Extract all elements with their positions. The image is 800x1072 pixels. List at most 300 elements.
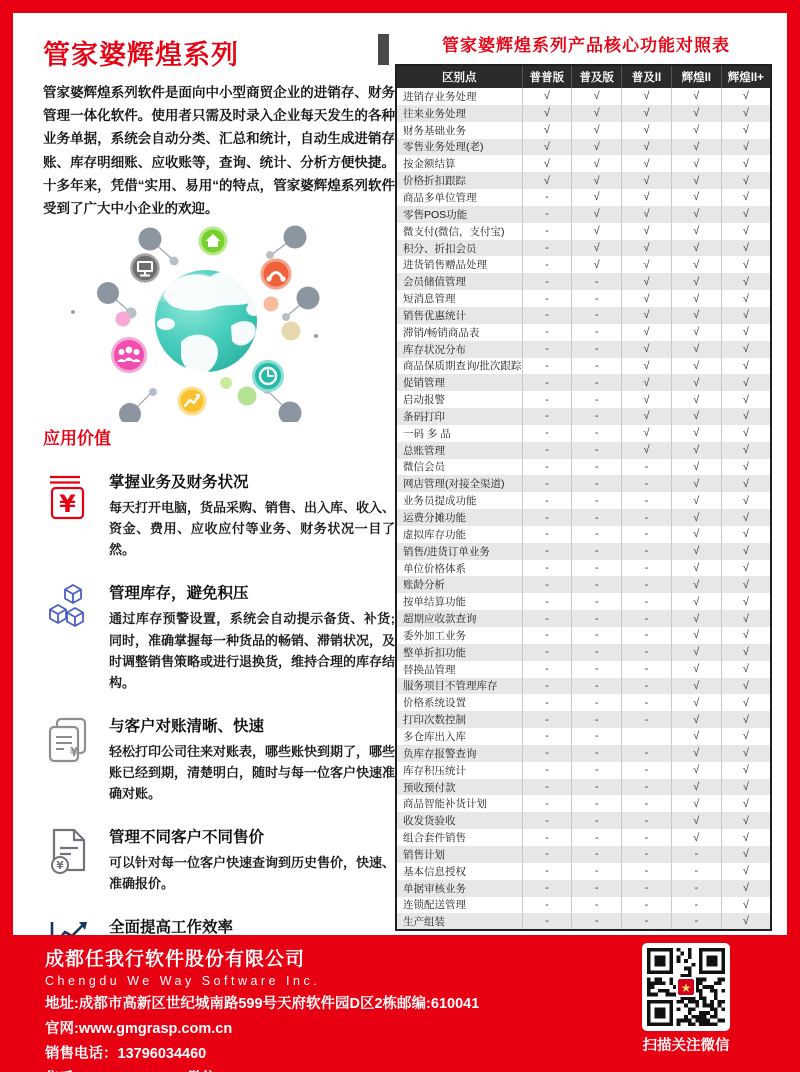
table-row <box>396 627 771 644</box>
table-row <box>396 105 771 122</box>
check-mark: √ <box>572 256 622 273</box>
dash-mark: - <box>622 475 672 492</box>
check-mark: √ <box>671 492 721 509</box>
dash-mark: - <box>522 829 572 846</box>
table-row <box>396 913 771 930</box>
feature-title: 全面提高工作效率 <box>109 918 234 935</box>
feature-block-inventory <box>43 581 395 692</box>
feature-name-cell: 按单结算功能 <box>403 596 466 609</box>
dash-mark: - <box>522 560 572 577</box>
dash-mark: - <box>572 408 622 425</box>
check-mark: √ <box>671 358 721 375</box>
feature-name-cell: 滞销/畅销商品表 <box>403 326 480 339</box>
check-mark: √ <box>671 543 721 560</box>
empty-cell <box>622 728 672 745</box>
dash-mark: - <box>522 492 572 509</box>
column-header: 普及版 <box>572 65 622 88</box>
check-mark: √ <box>622 391 672 408</box>
check-mark: √ <box>721 391 771 408</box>
check-mark: √ <box>721 189 771 206</box>
qr-code <box>642 943 730 1031</box>
check-mark: √ <box>671 442 721 459</box>
check-mark: √ <box>721 762 771 779</box>
feature-body: 通过库存预警设置，系统会自动提示备货、补货; 同时，准确掌握每一种货品的畅销、滞销状况，及时调整销售策略或进行退换货，维持合理的库存结构。 <box>109 611 396 690</box>
dash-mark: - <box>522 459 572 476</box>
dash-mark: - <box>572 459 622 476</box>
dash-mark: - <box>572 897 622 914</box>
check-mark: √ <box>671 425 721 442</box>
table-row <box>396 341 771 358</box>
check-mark: √ <box>721 105 771 122</box>
check-mark: √ <box>572 172 622 189</box>
dash-mark: - <box>522 711 572 728</box>
check-mark: √ <box>721 374 771 391</box>
table-row <box>396 509 771 526</box>
check-mark: √ <box>671 795 721 812</box>
check-mark: √ <box>671 341 721 358</box>
check-mark: √ <box>622 240 672 257</box>
table-row <box>396 139 771 156</box>
section-divider-bar <box>378 34 389 65</box>
dash-mark: - <box>671 897 721 914</box>
check-mark: √ <box>721 172 771 189</box>
check-mark: √ <box>721 661 771 678</box>
check-mark: √ <box>721 913 771 930</box>
check-mark: √ <box>622 206 672 223</box>
dash-mark: - <box>522 223 572 240</box>
check-mark: √ <box>721 846 771 863</box>
feature-name-cell: 微信会员 <box>403 461 445 474</box>
table-row <box>396 290 771 307</box>
feature-body: 每天打开电脑，货品采购、销售、出入库、收入、资金、费用、应收应付等业务、财务状况一目了然。 <box>109 500 396 558</box>
table-row <box>396 897 771 914</box>
table-row <box>396 240 771 257</box>
dash-mark: - <box>622 627 672 644</box>
dash-mark: - <box>522 694 572 711</box>
feature-name-cell: 负库存报警查询 <box>403 747 477 760</box>
dash-mark: - <box>522 442 572 459</box>
check-mark: √ <box>671 206 721 223</box>
dash-mark: - <box>522 812 572 829</box>
check-mark: √ <box>671 88 721 105</box>
check-mark: √ <box>671 593 721 610</box>
check-mark: √ <box>721 256 771 273</box>
feature-name-cell: 替换品管理 <box>403 663 456 676</box>
dash-mark: - <box>522 509 572 526</box>
dash-mark: - <box>522 256 572 273</box>
dash-mark: - <box>572 341 622 358</box>
table-row <box>396 206 771 223</box>
column-header: 普普版 <box>522 65 572 88</box>
dash-mark: - <box>522 913 572 930</box>
table-row <box>396 172 771 189</box>
dash-mark: - <box>572 762 622 779</box>
check-mark: √ <box>671 678 721 695</box>
check-mark: √ <box>721 644 771 661</box>
sales-phone: 销售电话：13796034460 <box>45 1046 207 1062</box>
table-row <box>396 644 771 661</box>
feature-name-cell: 价格折扣跟踪 <box>403 175 466 188</box>
table-row <box>396 88 771 105</box>
feature-name-cell: 商品智能补货计划 <box>403 798 487 811</box>
check-mark: √ <box>622 341 672 358</box>
dash-mark: - <box>572 627 622 644</box>
table-row <box>396 846 771 863</box>
qq-wechat <box>45 1067 605 1072</box>
check-mark: √ <box>721 223 771 240</box>
dash-mark: - <box>572 829 622 846</box>
dash-mark: - <box>522 358 572 375</box>
feature-name-cell: 销售/进货订单业务 <box>403 545 490 558</box>
svg-text:★: ★ <box>680 981 692 995</box>
dash-mark: - <box>622 897 672 914</box>
check-mark: √ <box>671 745 721 762</box>
feature-name-cell: 往来业务处理 <box>403 107 466 120</box>
feature-name-cell: 库存状况分布 <box>403 343 466 356</box>
dash-mark: - <box>671 846 721 863</box>
dash-mark: - <box>522 543 572 560</box>
dash-mark: - <box>522 610 572 627</box>
dash-mark: - <box>622 812 672 829</box>
check-mark: √ <box>572 223 622 240</box>
table-row <box>396 307 771 324</box>
dash-mark: - <box>622 492 672 509</box>
table-row <box>396 256 771 273</box>
dash-mark: - <box>622 880 672 897</box>
dash-mark: - <box>572 644 622 661</box>
check-mark: √ <box>622 172 672 189</box>
check-mark: √ <box>671 189 721 206</box>
check-mark: √ <box>721 442 771 459</box>
dash-mark: - <box>522 576 572 593</box>
check-mark: √ <box>572 139 622 156</box>
table-row <box>396 863 771 880</box>
comparison-table <box>395 64 772 931</box>
feature-name-cell: 促销管理 <box>403 377 445 390</box>
check-mark: √ <box>721 812 771 829</box>
feature-name-cell: 商品多单位管理 <box>403 191 477 204</box>
chart-icon <box>43 915 95 935</box>
feature-name-cell: 库存积压统计 <box>403 764 466 777</box>
dash-mark: - <box>572 425 622 442</box>
feature-name-cell: 超期应收款查询 <box>403 613 477 626</box>
check-mark: √ <box>721 880 771 897</box>
dash-mark: - <box>572 324 622 341</box>
feature-name-cell: 价格系统设置 <box>403 697 466 710</box>
feature-name-cell: 启动报警 <box>403 394 445 407</box>
check-mark: √ <box>721 408 771 425</box>
check-mark: √ <box>671 139 721 156</box>
check-mark: √ <box>671 576 721 593</box>
check-mark: √ <box>721 779 771 796</box>
check-mark: √ <box>671 762 721 779</box>
table-row <box>396 526 771 543</box>
dash-mark: - <box>522 526 572 543</box>
table-header-row <box>396 65 771 88</box>
dash-mark: - <box>522 408 572 425</box>
dash-mark: - <box>572 711 622 728</box>
dash-mark: - <box>522 341 572 358</box>
feature-name-cell: 财务基础业务 <box>403 124 466 137</box>
table-row <box>396 610 771 627</box>
feature-body: 轻松打印公司往来对账表，哪些账快到期了，哪些账已经到期，清楚明白，随时与每一位客户快速准确对账。 <box>109 743 396 801</box>
comparison-table-body <box>396 88 771 930</box>
dash-mark: - <box>572 694 622 711</box>
check-mark: √ <box>721 88 771 105</box>
feature-name-cell: 短消息管理 <box>403 293 456 306</box>
footer <box>0 935 800 1072</box>
check-mark: √ <box>671 408 721 425</box>
dash-mark: - <box>572 745 622 762</box>
dash-mark: - <box>522 762 572 779</box>
dash-mark: - <box>622 543 672 560</box>
check-mark: √ <box>522 122 572 139</box>
check-mark: √ <box>671 290 721 307</box>
dash-mark: - <box>622 661 672 678</box>
check-mark: √ <box>721 475 771 492</box>
check-mark: √ <box>721 745 771 762</box>
column-header: 辉煌II+ <box>721 65 771 88</box>
check-mark: √ <box>671 240 721 257</box>
check-mark: √ <box>671 273 721 290</box>
table-row <box>396 408 771 425</box>
feature-name-cell: 运费分摊功能 <box>403 512 466 525</box>
feature-name-cell: 微支付(微信，支付宝) <box>403 225 505 238</box>
check-mark: √ <box>721 711 771 728</box>
dash-mark: - <box>572 475 622 492</box>
check-mark: √ <box>721 139 771 156</box>
feature-name-cell: 整单折扣功能 <box>403 646 466 659</box>
check-mark: √ <box>671 728 721 745</box>
check-mark: √ <box>622 139 672 156</box>
intro-paragraph: 管家婆辉煌系列软件是面向中小型商贸企业的进销存、财务管理一体化软件。使用者只需及时录入企业每天发生的各种业务单据，系统会自动分类、汇总和统计，自动生成进销存账、库存明细账、应收账等，查询、统计、分析方便快捷。十多年来，凭借“实用、易用“的特点，管家婆辉煌系列软件受到了广大中小企业的欢迎。 <box>43 85 395 217</box>
check-mark: √ <box>671 172 721 189</box>
check-mark: √ <box>572 189 622 206</box>
dash-mark: - <box>572 812 622 829</box>
dash-mark: - <box>572 846 622 863</box>
table-row <box>396 459 771 476</box>
feature-name-cell: 单位价格体系 <box>403 562 466 575</box>
dash-mark: - <box>622 795 672 812</box>
table-row <box>396 189 771 206</box>
check-mark: √ <box>572 155 622 172</box>
home-icon <box>200 228 226 254</box>
check-mark: √ <box>671 644 721 661</box>
check-mark: √ <box>671 610 721 627</box>
check-mark: √ <box>572 240 622 257</box>
table-row <box>396 779 771 796</box>
feature-body: 可以针对每一位客户快速查询到历史售价，快速、准确报价。 <box>109 854 396 891</box>
svg-text:¥: ¥ <box>70 744 79 759</box>
content-panel <box>13 13 787 935</box>
dash-mark: - <box>522 880 572 897</box>
check-mark: √ <box>671 374 721 391</box>
dash-mark: - <box>622 846 672 863</box>
feature-name-cell: 零售POS功能 <box>403 208 468 221</box>
company-name-cn: 成都任我行软件股份有限公司 <box>45 949 306 970</box>
dash-mark: - <box>522 273 572 290</box>
dash-mark: - <box>671 880 721 897</box>
check-mark: √ <box>622 374 672 391</box>
table-row <box>396 223 771 240</box>
check-mark: √ <box>671 324 721 341</box>
feature-name-cell: 一码 多 品 <box>403 427 451 440</box>
check-mark: √ <box>622 425 672 442</box>
dash-mark: - <box>572 913 622 930</box>
feature-name-cell: 服务项目不管理库存 <box>403 680 498 693</box>
feature-name-cell: 基本信息授权 <box>403 865 466 878</box>
check-mark: √ <box>671 779 721 796</box>
dash-mark: - <box>572 526 622 543</box>
feature-name-cell: 组合套件销售 <box>403 832 466 845</box>
dash-mark: - <box>622 694 672 711</box>
feature-title: 与客户对账清晰、快速 <box>109 717 265 735</box>
feature-title: 管理库存，避免积压 <box>109 585 249 603</box>
check-mark: √ <box>721 341 771 358</box>
dash-mark: - <box>522 206 572 223</box>
table-row <box>396 745 771 762</box>
table-row <box>396 391 771 408</box>
feature-name-cell: 虚拟库存功能 <box>403 528 466 541</box>
dash-mark: - <box>572 728 622 745</box>
check-mark: √ <box>622 189 672 206</box>
dash-mark: - <box>622 913 672 930</box>
check-mark: √ <box>671 627 721 644</box>
check-mark: √ <box>721 155 771 172</box>
check-mark: √ <box>622 155 672 172</box>
section-title-value: 应用价值 <box>43 429 111 449</box>
check-mark: √ <box>721 358 771 375</box>
dash-mark: - <box>522 189 572 206</box>
check-mark: √ <box>721 206 771 223</box>
check-mark: √ <box>721 795 771 812</box>
dash-mark: - <box>622 509 672 526</box>
dash-mark: - <box>622 745 672 762</box>
dash-mark: - <box>522 795 572 812</box>
check-mark: √ <box>671 661 721 678</box>
feature-name-cell: 预收预付款 <box>403 781 456 794</box>
table-row <box>396 694 771 711</box>
table-row <box>396 374 771 391</box>
check-mark: √ <box>721 324 771 341</box>
check-mark: √ <box>522 139 572 156</box>
check-mark: √ <box>671 509 721 526</box>
footer-text <box>45 944 605 1072</box>
check-mark: √ <box>622 324 672 341</box>
check-mark: √ <box>721 593 771 610</box>
check-mark: √ <box>671 560 721 577</box>
dash-mark: - <box>622 779 672 796</box>
feature-name-cell: 进货销售赠品处理 <box>403 259 487 272</box>
check-mark: √ <box>671 812 721 829</box>
table-row <box>396 829 771 846</box>
check-mark: √ <box>622 358 672 375</box>
dash-mark: - <box>572 358 622 375</box>
check-mark: √ <box>622 223 672 240</box>
table-row <box>396 678 771 695</box>
people-icon <box>113 339 146 372</box>
dash-mark: - <box>572 593 622 610</box>
feature-title: 管理不同客户不同售价 <box>109 828 265 846</box>
dash-mark: - <box>622 678 672 695</box>
dash-mark: - <box>572 576 622 593</box>
globe-icon <box>153 268 263 376</box>
dash-mark: - <box>522 240 572 257</box>
feature-name-cell: 条码打印 <box>403 410 445 423</box>
check-mark: √ <box>622 408 672 425</box>
check-mark: √ <box>622 307 672 324</box>
table-row <box>396 358 771 375</box>
dash-mark: - <box>522 678 572 695</box>
check-mark: √ <box>721 492 771 509</box>
feature-name-cell: 单据审核业务 <box>403 882 466 895</box>
dash-mark: - <box>622 711 672 728</box>
table-row <box>396 711 771 728</box>
company-address: 地址:成都市高新区世纪城南路599号天府软件园D区2栋邮编:610041 <box>45 996 480 1012</box>
check-mark: √ <box>522 88 572 105</box>
dash-mark: - <box>522 593 572 610</box>
dash-mark: - <box>522 290 572 307</box>
feature-name-cell: 进销存业务处理 <box>403 90 477 103</box>
trend-icon <box>179 388 205 414</box>
check-mark: √ <box>671 105 721 122</box>
dash-mark: - <box>622 560 672 577</box>
check-mark: √ <box>522 172 572 189</box>
dash-mark: - <box>522 374 572 391</box>
dash-mark: - <box>522 728 572 745</box>
globe-illustration-svg <box>63 224 373 422</box>
check-mark: √ <box>671 526 721 543</box>
table-row <box>396 812 771 829</box>
dash-mark: - <box>622 526 672 543</box>
clock-icon <box>254 362 283 391</box>
table-row <box>396 273 771 290</box>
dash-mark: - <box>622 644 672 661</box>
feature-name-cell: 零售业务处理(老) <box>403 141 484 154</box>
check-mark: √ <box>721 897 771 914</box>
documents-icon <box>43 714 95 766</box>
check-mark: √ <box>721 829 771 846</box>
svg-text:¥: ¥ <box>59 490 76 519</box>
check-mark: √ <box>671 829 721 846</box>
page-title: 管家婆辉煌系列 <box>43 40 239 70</box>
check-mark: √ <box>721 459 771 476</box>
dash-mark: - <box>522 846 572 863</box>
table-row <box>396 728 771 745</box>
check-mark: √ <box>671 459 721 476</box>
check-mark: √ <box>721 610 771 627</box>
dash-mark: - <box>572 863 622 880</box>
check-mark: √ <box>671 122 721 139</box>
table-row <box>396 560 771 577</box>
check-mark: √ <box>671 307 721 324</box>
price-doc-icon <box>43 825 95 877</box>
dash-mark: - <box>622 593 672 610</box>
check-mark: √ <box>721 576 771 593</box>
dash-mark: - <box>522 425 572 442</box>
dash-mark: - <box>572 509 622 526</box>
check-mark: √ <box>721 425 771 442</box>
table-row <box>396 122 771 139</box>
table-row <box>396 543 771 560</box>
feature-name-cell: 收发货验收 <box>403 815 456 828</box>
check-mark: √ <box>671 711 721 728</box>
feature-name-cell: 生产组装 <box>403 915 445 928</box>
phone-icon <box>262 260 290 288</box>
dash-mark: - <box>572 374 622 391</box>
feature-block-finance <box>43 470 395 560</box>
dash-mark: - <box>572 880 622 897</box>
